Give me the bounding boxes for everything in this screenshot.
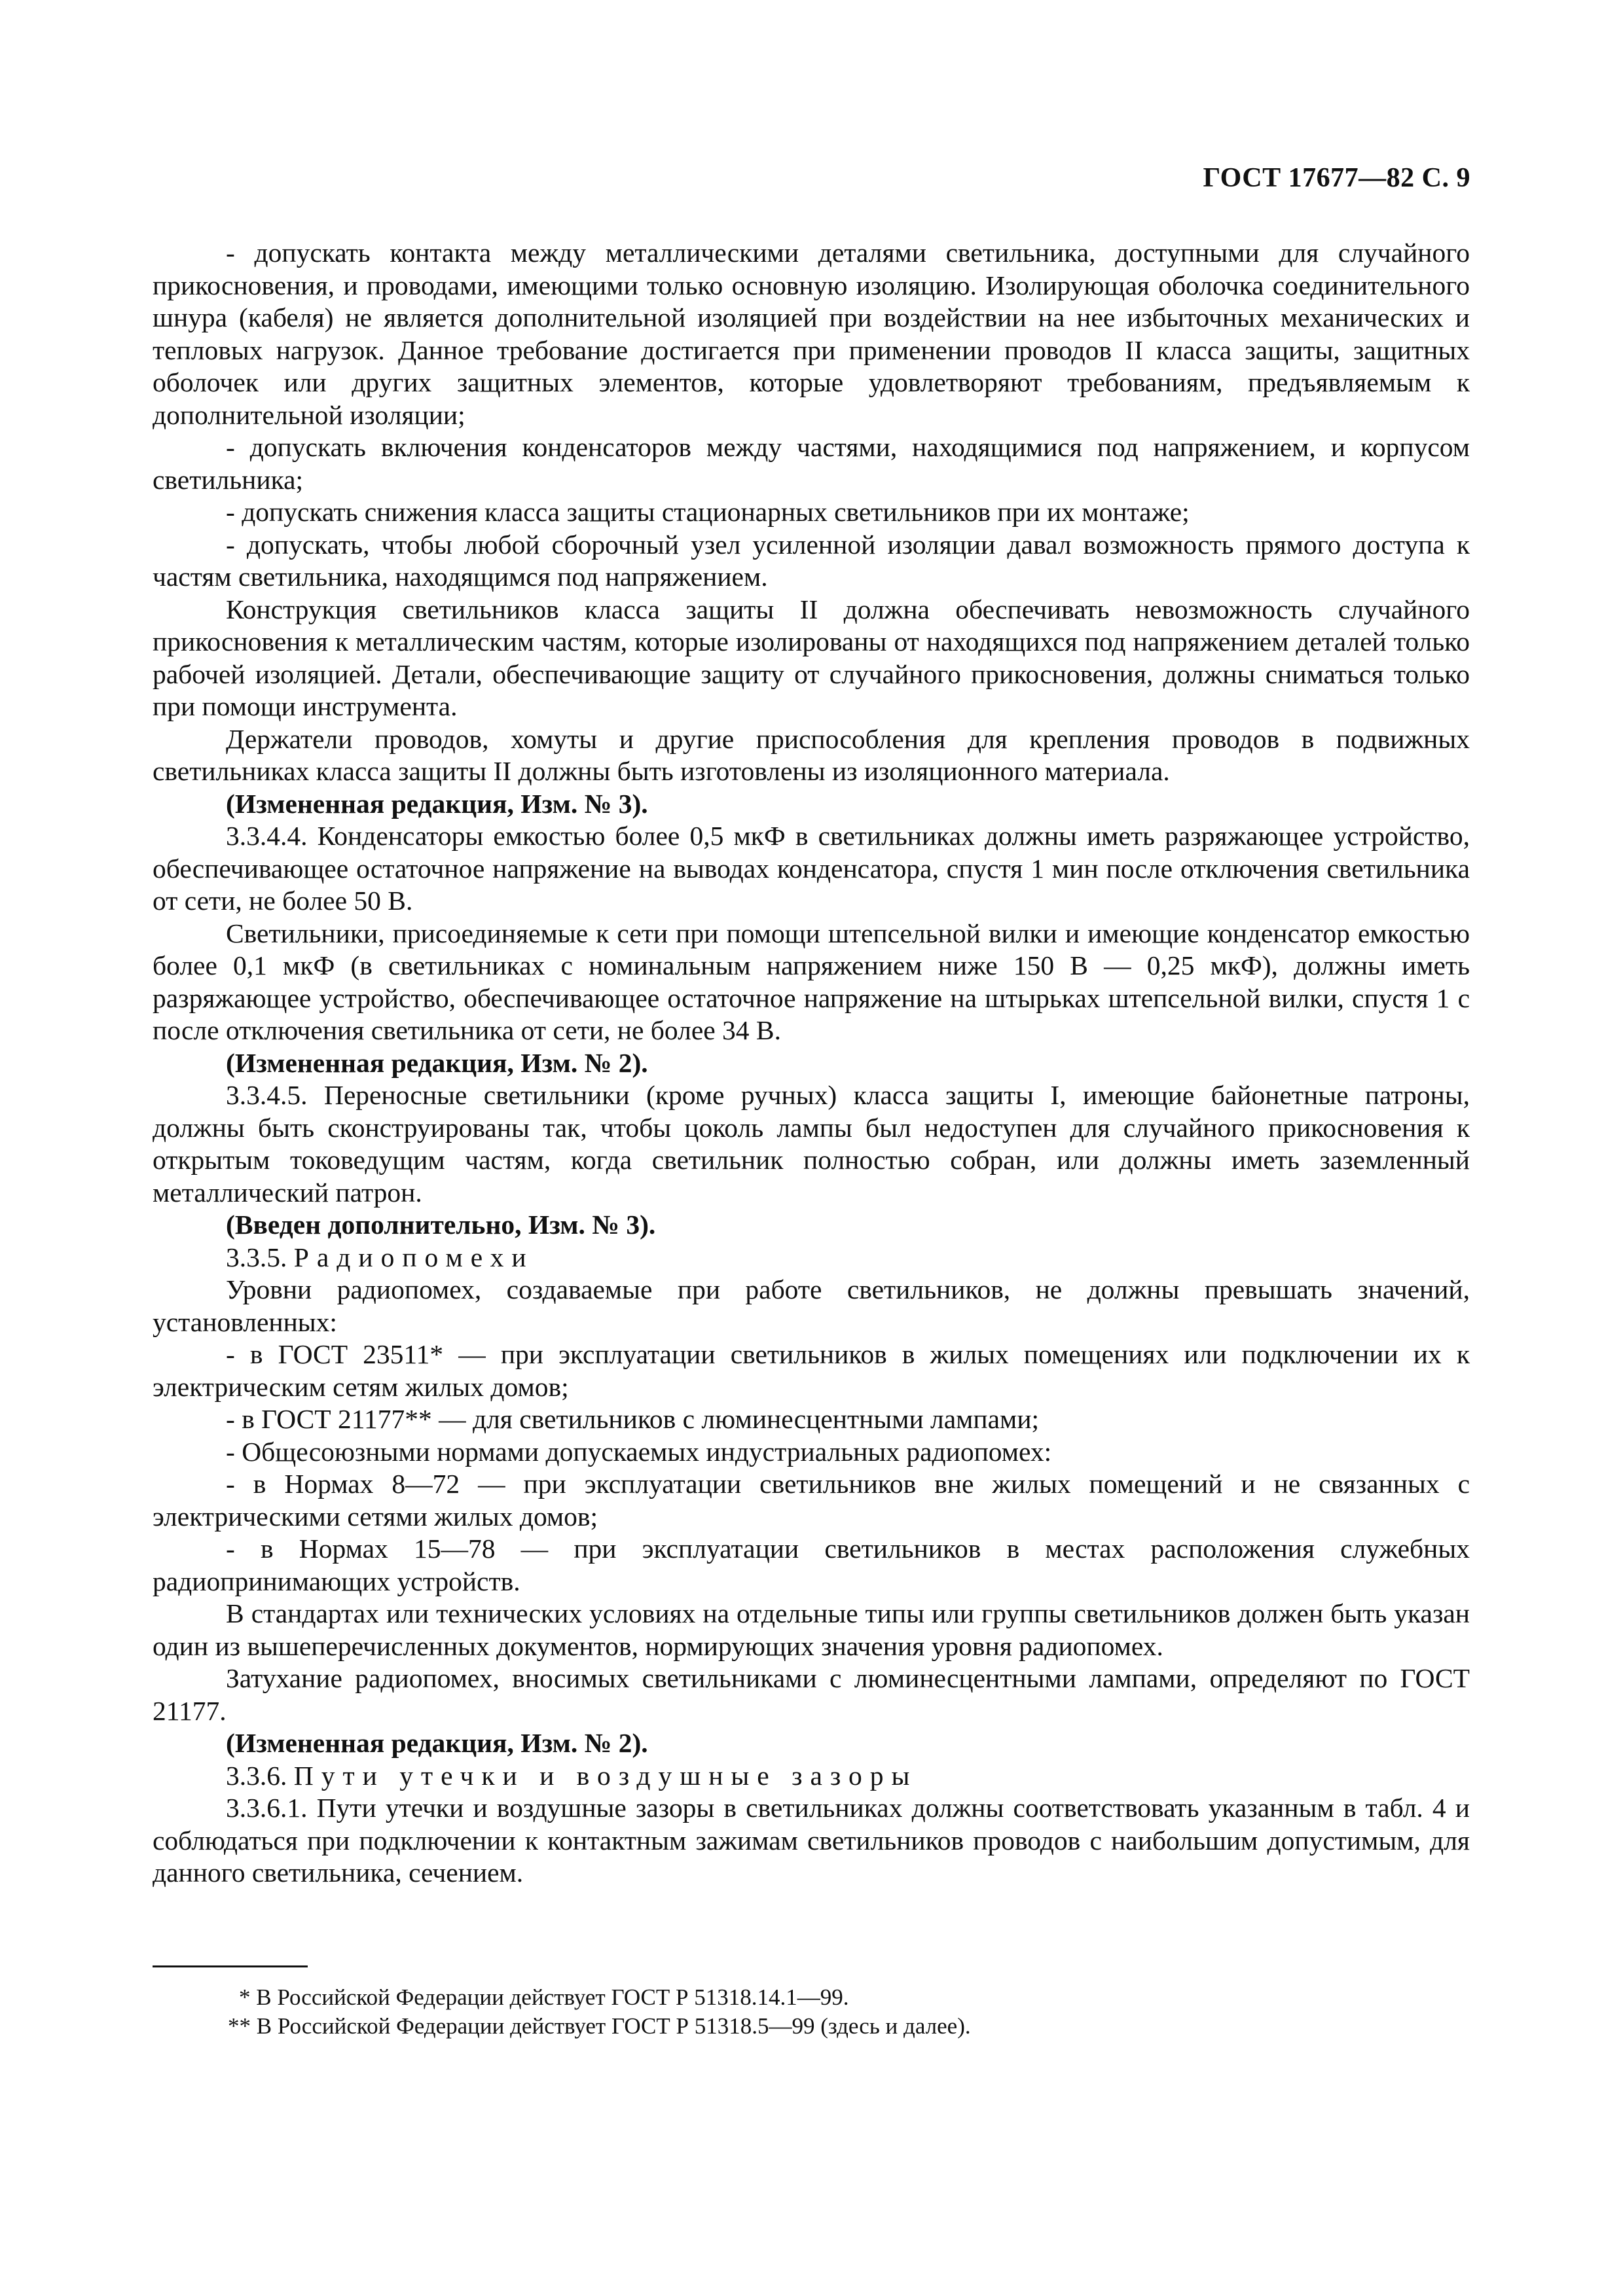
paragraph: 3.3.4.5. Переносные светильники (кроме ручных) класса защиты I, имеющие байонетные патроны, должны быть сконструированы так, чтобы цоколь лампы был недоступен для случайного прикосновения к открытым токоведущим частям, когда светильник полностью собран, или должны иметь заземленный металлический патрон. (153, 1080, 1470, 1208)
section-number: 3.3.6. (226, 1760, 287, 1791)
amendment-note: (Измененная редакция, Изм. № 2). (226, 1728, 648, 1758)
document-body (153, 237, 1470, 1890)
paragraph: - допускать, чтобы любой сборочный узел усиленной изоляции давал возможность прямого доступа к частям светильника, находящимся под напряжением. (153, 529, 1470, 592)
paragraph: Конструкция светильников класса защиты II должна обеспечивать невозможность случайного прикосновения к металлическим частям, которые изолированы от находящихся под напряжением деталей только рабочей изоляцией. Детали, обеспечивающие защиту от случайного прикосновения, должны сниматься только при помощи инструмента. (153, 594, 1470, 721)
section-title: Радиопомехи (293, 1242, 534, 1272)
paragraph: В стандартах или технических условиях на отдельные типы или группы светильников должен быть указан один из вышеперечисленных документов, нормирующих значения уровня радиопомех. (153, 1598, 1470, 1661)
amendment-note: (Измененная редакция, Изм. № 2). (226, 1047, 648, 1078)
paragraph: - допускать контакта между металлическими деталями светильника, доступными для случайного прикосновения, и проводами, имеющими только основную изоляцию. Изолирующая оболочка соединительного шнура (кабеля) не является дополнительной изоляцией при воздействии на нее избыточных механических и тепловых нагрузок. Данное требование достигается при применении проводов II класса защиты, защитных оболочек или других защитных элементов, которые удовлетворяют требованиям, предъявляемым к дополнительной изоляции; (153, 238, 1470, 430)
footnote: ** В Российской Федерации действует ГОСТ Р 51318.5—99 (здесь и далее). (228, 2013, 971, 2039)
paragraph: - в Нормах 8—72 — при эксплуатации светильников вне жилых помещений и не связанных с электрическими сетями жилых домов; (153, 1469, 1470, 1532)
footnotes (153, 1983, 1470, 2041)
footnote: * В Российской Федерации действует ГОСТ Р 51318.14.1—99. (239, 1984, 849, 2010)
paragraph: Затухание радиопомех, вносимых светильниками с люминесцентными лампами, определяют по ГОСТ 21177. (153, 1663, 1470, 1726)
footnote-divider (153, 1965, 308, 1967)
amendment-note: (Введен дополнительно, Изм. № 3). (226, 1210, 656, 1240)
page-header: ГОСТ 17677—82 С. 9 (1203, 163, 1470, 193)
paragraph: - Общесоюзными нормами допускаемых индустриальных радиопомех: (226, 1436, 1052, 1467)
amendment-note: (Измененная редакция, Изм. № 3). (226, 788, 648, 819)
section-title: Пути утечки и воздушные зазоры (293, 1760, 918, 1791)
paragraph: - в Нормах 15—78 — при эксплуатации светильников в местах расположения служебных радиопринимающих устройств. (153, 1534, 1470, 1596)
paragraph: 3.3.4.4. Конденсаторы емкостью более 0,5 мкФ в светильниках должны иметь разряжающее устройство, обеспечивающее остаточное напряжение на выводах конденсатора, спустя 1 мин после отключения светильника от сети, не более 50 В. (153, 821, 1470, 916)
paragraph: - допускать включения конденсаторов между частями, находящимися под напряжением, и корпусом светильника; (153, 432, 1470, 495)
section-number: 3.3.5. (226, 1242, 287, 1272)
section-heading (153, 1760, 1470, 1793)
paragraph: - допускать снижения класса защиты стационарных светильников при их монтаже; (226, 497, 1190, 527)
paragraph: - в ГОСТ 21177** — для светильников с люминесцентными лампами; (226, 1404, 1040, 1434)
section-heading (153, 1242, 1470, 1274)
paragraph: - в ГОСТ 23511* — при эксплуатации светильников в жилых помещениях или подключении их к электрическим сетям жилых домов; (153, 1339, 1470, 1402)
paragraph: Уровни радиопомех, создаваемые при работе светильников, не должны превышать значений, установленных: (153, 1274, 1470, 1337)
paragraph: Держатели проводов, хомуты и другие приспособления для крепления проводов в подвижных светильниках класса защиты II должны быть изготовлены из изоляционного материала. (153, 723, 1470, 786)
paragraph: Светильники, присоединяемые к сети при помощи штепсельной вилки и имеющие конденсатор емкостью более 0,1 мкФ (в светильниках с номинальным напряжением ниже 150 В — 0,25 мкФ), должны иметь разряжающее устройство, обеспечивающее остаточное напряжение на штырьках штепсельной вилки, спустя 1 с после отключения светильника от сети, не более 34 В. (153, 918, 1470, 1045)
paragraph: 3.3.6.1. Пути утечки и воздушные зазоры в светильниках должны соответствовать указанным в табл. 4 и соблюдаться при подключении к контактным зажимам светильников проводов с наибольшим допустимым, для данного светильника, сечением. (153, 1793, 1470, 1888)
